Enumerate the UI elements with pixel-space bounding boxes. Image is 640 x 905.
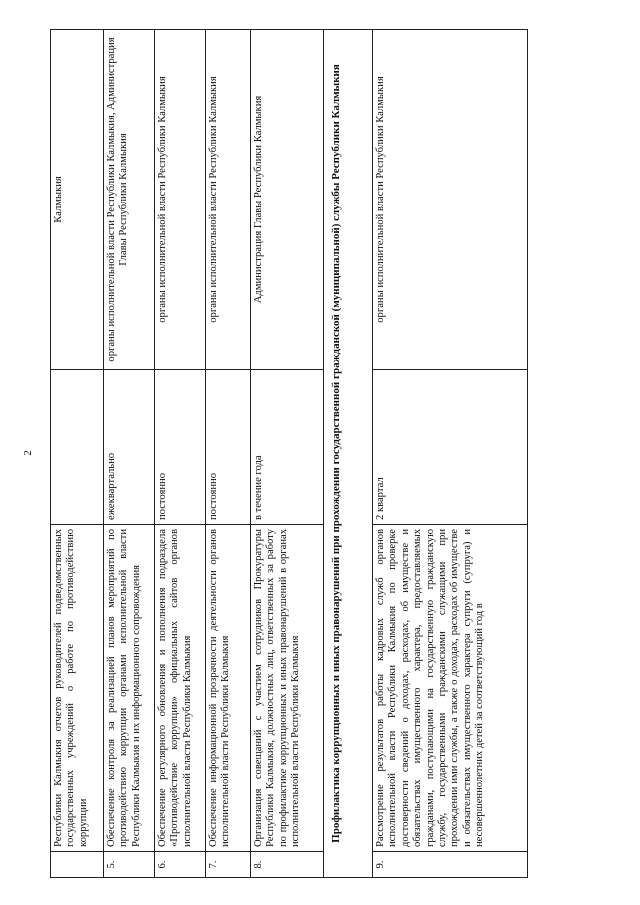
term-cell: постоянно (206, 370, 251, 525)
row-number: 5. (104, 852, 155, 878)
activity-cell: Рассмотрение результатов работы кадровых служб органов исполнительной власти Республики Калмыкия по проверке достоверности сведений о доходах, расходах, об имуществе и обязательствах имущественного характера, предоставляемых гражданами, поступающими на государственную гражданскую службу, государственными гражданскими служащими при прохождении ими службы, а также о доходах, расходах об имуществе и обязательствах имущественного характера супруги (супруга) и несовершеннолетних детей за соответствующий год в (373, 525, 528, 852)
activity-cell: Республики Калмыкия отчетов руководителей подведомственных государственных учреждений о работе по противодействию коррупции (51, 525, 104, 852)
responsible-cell: органы исполнительной власти Республики Калмыкия (206, 30, 251, 370)
section-header-row (324, 30, 373, 878)
table-row (104, 30, 155, 878)
row-number (51, 852, 104, 878)
page-number: 2 (22, 450, 34, 456)
action-plan-table (50, 29, 528, 878)
term-cell: ежеквартально (104, 370, 155, 525)
row-number: 7. (206, 852, 251, 878)
term-cell (51, 370, 104, 525)
table-row (51, 30, 104, 878)
table-row (251, 30, 324, 878)
activity-cell: Обеспечение регулярного обновления и пополнения подраздела «Противодействие коррупции» официальных сайтов органов исполнительной власти Республики Калмыкия (155, 525, 206, 852)
row-number: 9. (373, 852, 528, 878)
activity-cell: Обеспечение информационной прозрачности деятельности органов исполнительной власти Республики Калмыкия (206, 525, 251, 852)
responsible-cell: Калмыкия (51, 30, 104, 370)
responsible-cell: органы исполнительной власти Республики Калмыкия (155, 30, 206, 370)
table-row (373, 30, 528, 878)
table-row (206, 30, 251, 878)
term-cell: в течение года (251, 370, 324, 525)
row-number: 8. (251, 852, 324, 878)
activity-cell: Обеспечение контроля за реализацией планов мероприятий по противодействию коррупции органами исполнительной власти Республики Калмыкия и их информационного сопровождения (104, 525, 155, 852)
activity-cell: Организация совещаний с участием сотрудников Прокуратуры Республики Калмыкия, должностных лиц, ответственных за работу по профилактике коррупционных и иных правонарушений в органах исполнительной власти Республики Калмыкия (251, 525, 324, 852)
term-cell: постоянно (155, 370, 206, 525)
term-cell: 2 квартал (373, 370, 528, 525)
document-page (16, 18, 624, 888)
section-title: Профилактика коррупционных и иных правонарушений при прохождении государственной гражданской (муниципальной) службы Республики Калмыкия (324, 30, 373, 878)
responsible-cell: органы исполнительной власти Республики Калмыкия, Администрация Главы Республики Калмыкия (104, 30, 155, 370)
row-number: 6. (155, 852, 206, 878)
responsible-cell: Администрация Главы Республики Калмыкия (251, 30, 324, 370)
table-row (155, 30, 206, 878)
responsible-cell: органы исполнительной власти Республики Калмыкия (373, 30, 528, 370)
